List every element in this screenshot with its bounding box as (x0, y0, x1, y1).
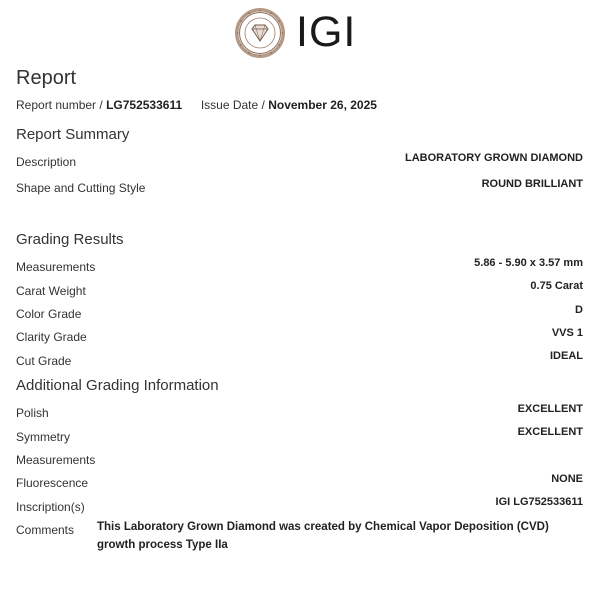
section-heading-report-summary: Report Summary (16, 126, 130, 143)
report-meta (16, 98, 377, 112)
row-label-cut-grade: Cut Grade (16, 354, 72, 368)
row-label-clarity-grade: Clarity Grade (16, 330, 87, 344)
row-value-symmetry: EXCELLENT (517, 426, 583, 438)
section-heading-grading-results: Grading Results (16, 231, 124, 248)
row-label-fluorescence: Fluorescence (16, 476, 89, 490)
report-number-label: Report number / (16, 98, 103, 112)
row-value-polish: EXCELLENT (517, 403, 583, 415)
issue-date: November 26, 2025 (268, 98, 377, 112)
row-label-comments: Comments (16, 523, 75, 537)
row-value-shape: ROUND BRILLIANT (481, 178, 583, 190)
row-label-additional-measurements: Measurements (16, 453, 96, 467)
row-value-carat-weight: 0.75 Carat (530, 280, 583, 292)
row-label-color-grade: Color Grade (16, 307, 82, 321)
row-label-description: Description (16, 155, 77, 169)
row-value-fluorescence: NONE (551, 473, 583, 485)
row-label-measurements: Measurements (16, 260, 96, 274)
row-value-inscriptions: IGI LG752533611 (495, 496, 583, 508)
row-label-inscriptions: Inscription(s) (16, 500, 85, 514)
row-label-symmetry: Symmetry (16, 430, 70, 444)
page-title: Report (16, 67, 77, 89)
row-label-carat-weight: Carat Weight (16, 284, 86, 298)
row-label-shape: Shape and Cutting Style (16, 181, 146, 195)
issue-date-label: Issue Date / (200, 98, 265, 112)
comments-text: This Laboratory Grown Diamond was created by Chemical Vapor Deposition (CVD) growth process Type IIa (97, 521, 549, 551)
row-value-color-grade: D (575, 304, 583, 316)
row-value-measurements: 5.86 - 5.90 x 3.57 mm (474, 257, 583, 269)
igi-seal-icon (234, 7, 286, 59)
row-label-polish: Polish (16, 406, 49, 420)
row-value-clarity-grade: VVS 1 (551, 327, 583, 339)
logo-text: IGI (296, 8, 357, 56)
report-number: LG752533611 (106, 98, 183, 112)
section-heading-additional: Additional Grading Information (16, 377, 219, 394)
row-value-cut-grade: IDEAL (550, 350, 583, 362)
row-value-description: LABORATORY GROWN DIAMOND (404, 152, 583, 164)
igi-logo (234, 7, 364, 57)
